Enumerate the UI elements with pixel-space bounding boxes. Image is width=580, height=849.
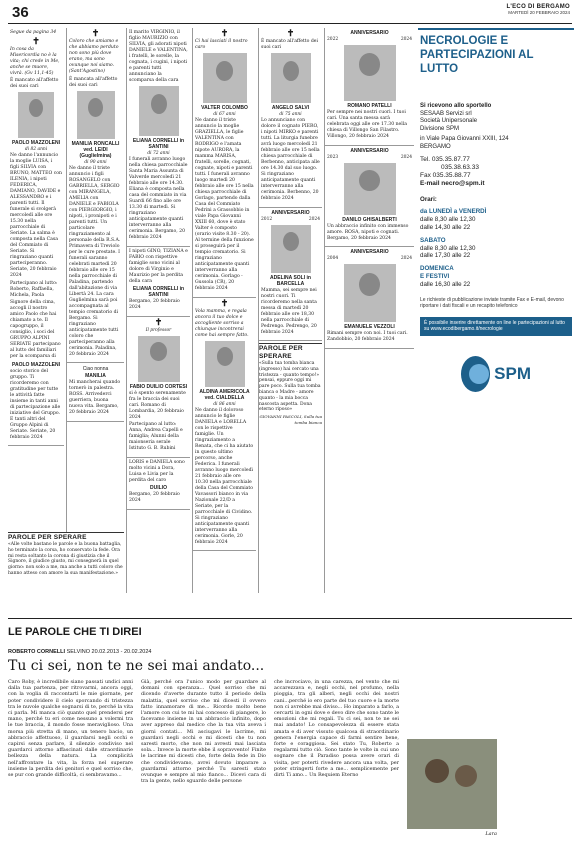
memorial-text-col3: che incrociavo, in una carezza, nel vento che mi accarezzava e, negli occhi, nel profumo, nella pioggia, tra gli alberi, negli occhi dei nostri cani...perché io ero parte del tuo cuore e la morte non ci avrebbe mai diviso... Ho imparato a farlo, a cercarti in ogni dove e devo dire che sono tante le emozioni che mi regali. Tu ci sei, non te ne sei mai andato! Lo consapevolezza di essere stata amata e di aver vissuto qualcosa di straordinario genera l'energia capace di farmi sentire bene, forte e coraggiosa. Sei stato Tu, Roberto a regalarmi tutto ciò. Sono tante le volte in cui uno sognare che il Paradiso possa avere orari di visita, per poterti rivedere ancora una volta, per poter stringerti forte a me... semplicemente per dirti Ti amo... Un Requiem Eterno — [274, 679, 399, 779]
obituary-salvi — [259, 28, 322, 208]
obituary-quote: In cosa da Misericordia no è la vita; chi crede in Me, anche se muore, vivrà. (Gv 11,1-45) — [10, 46, 60, 76]
obituary-cornelli — [127, 28, 190, 247]
cross-icon: ✝ — [220, 29, 229, 39]
office-division: Divisione SPM — [420, 125, 460, 132]
obituary-text: Ne danno il triste annuncio la moglie GRAZIELLA, le figlie VALENTINA con RODRIGO e l'amata nipote AURORA, la mamma MARISA, fratelli, sorelle, cognati, cognate, nipoti e parenti tutti. I funerali avranno luogo martedì 20 febbraio alle ore 15 nella chiesa parrocchiale di Gorlago, partendo dalla Casa del Commiato Pedrini a Grassobbio in viale Papa Giovanni XXIII 60, dove è stato Valter è composto (orario visite 8.30 - 20). Al termine della funzione si proseguirà per il tempio crematorio. Si ringraziano anticipatamente quanti interverranno alla cerimonia. Gorlago - Gussola (CR), 20 febbraio 2024 — [195, 118, 254, 291]
deceased-name-repeat: PAOLO MAZZOLENI — [12, 361, 60, 368]
contacts — [420, 156, 572, 188]
date-to: 2024 — [308, 216, 320, 222]
portrait-photo — [271, 225, 311, 273]
office-city: BERGAMO — [420, 143, 451, 150]
memorial-photo-wrap — [407, 679, 497, 837]
office-street: in Viale Papa Giovanni XXIII, 124 — [420, 136, 509, 143]
sidebar-title: NECROLOGIE E PARTECIPAZIONI AL LUTTO — [418, 28, 574, 76]
email-address: E-mail necro@spm.it — [420, 179, 485, 187]
date-from: 2023 — [327, 154, 339, 160]
obituary-intro: È mancato all'affetto dei suoi cari — [10, 78, 59, 89]
hours-sunday: DOMENICA — [420, 265, 454, 273]
opening-hours — [420, 196, 572, 289]
portrait-photo — [271, 53, 311, 103]
obituary-column-1 — [8, 28, 64, 593]
obituary-sign: Bergamo, 20 febbraio 2024 — [129, 299, 180, 310]
deceased-name: MANILIA RONCALLI ved. LEIDI (Guglielmina) — [71, 140, 120, 159]
alpini-text-2: socio storico del gruppo. Ti ricorderemo con gratitudine per tutte le attività fatte insieme in tanti anni di partecipazione alle iniziative del Gruppo. E tanti altri del Gruppo Alpini di Seriate. Seriate, 20 febbraio 2024 — [10, 368, 61, 440]
deceased-age: di 90 anni — [84, 159, 107, 165]
obituary-text: I nipoti GINO, TIZIANA e FABIO con rispettive famiglie sono vicini al dolore di Virginio e Maurizio per la perdita della cara — [129, 248, 188, 284]
hours-title: Orari: — [420, 195, 437, 203]
cross-icon: ✝ — [220, 298, 229, 309]
anniversary-label: ANNIVERSARIO — [350, 249, 389, 255]
deceased-name: EMANUELE VEZZOLI — [344, 324, 395, 330]
obituary-intro: È mancato all'affetto dei suoi cari — [261, 39, 318, 50]
cross-icon: ✝ — [286, 29, 295, 39]
obituary-manilia-nipote — [67, 363, 124, 422]
obituary-text: Un abbraccio infinito con immenso amore. ROSA, nipoti e cognati. Bergamo, 20 febbraio 2024 — [327, 223, 409, 241]
hours-saturday: SABATO — [420, 236, 446, 244]
office-intro: Si ricevono allo sportello — [420, 103, 492, 109]
date-to: 2024 — [400, 154, 412, 160]
office-address — [418, 100, 574, 401]
deceased-age: di 72 anni — [147, 151, 170, 156]
obituary-intro: Vola mamma, e regala ancora il tuo dolce e accogliente sorriso a chiunque incontrerai come hai sempre fatto. — [195, 308, 249, 338]
deceased-name: ROMANO PATELLI — [347, 103, 392, 109]
parole-title: PAROLE PER SPERARE — [8, 534, 87, 541]
segue-note: Segue da pagina 34 — [10, 30, 57, 35]
page-number: 36 — [12, 4, 29, 21]
obituary-text: Ne danno il triste annuncio i figli ROSANGELO con GABRIELLA, SERGIO con MIRANGELA, AMELIA con DANIELE e FABIOLA con PIERGIORGIO, i nipoti, i pronipoti e i parenti tutti. Un particolare ringraziamento al personale della R.S.A. Primavera di Treviolo per le cure prestate. I funerali saranno celebrati martedì 20 febbraio alle ore 15 nella parrocchiale di Paladina, partendo dall'abitazione di via Libertà 24. La cara Guglielmina sarà poi accompagnata al tempio crematorio di Bergamo. Si ringraziano anticipatamente tutti coloro che parteciperanno alla cerimonia. Paladina, 20 febbraio 2024 — [69, 165, 121, 357]
obituary-text: Mi mancherai quando tornerò in palestra. ROSS. Arrivederci guerriera, buona nuova vita. Bergamo, 20 febbraio 2024 — [69, 380, 121, 415]
spm-logo-icon — [461, 356, 490, 392]
obituary-text: si è spento serenamente fra le braccia dei suoi cari. Romano di Lombardia, 20 febbraio 2024 — [129, 390, 186, 420]
obituary-column-5 — [258, 28, 322, 593]
deceased-name: VALTER COLOMBO — [201, 105, 248, 111]
parole-text: «Sulla tua tomba bianca (ingresso) hai cercato una tristezza - quanto tempo!» pensai, eppure oggi mi pare poco. Sulla tua tomba bianca o Madre - amore quanto - la mia bocca nascosta aspetta. Dona eterno riposo» — [259, 361, 321, 413]
couple-photo — [407, 739, 497, 829]
portrait-photo — [77, 91, 115, 139]
deceased-name: FABIO DUILIO CORTESI — [129, 383, 188, 390]
obituary-quote: Coloro che amiamo e che abbiamo perduto non sono più dove erano, ma sono ovunque noi siamo. (Sant'Agostino) — [69, 39, 119, 74]
anniversary-patelli — [325, 28, 414, 146]
obituary-quote: Ci hai lasciati il nostro caro — [195, 39, 248, 50]
portrait-photo — [139, 86, 179, 136]
portrait-photo — [18, 92, 54, 138]
obituary-intro: Ciao nonna — [82, 366, 109, 372]
date-from: 2012 — [261, 216, 273, 222]
office-company-type: Società Unipersonale — [420, 118, 478, 125]
obituary-sign: Bergamo, 20 febbraio 2024 — [129, 492, 180, 503]
obituary-text: Ne danno l'annuncio la moglie LUISA, i figli SILVIA con BRUNO, MATTEO con ILENIA, i nipoti FEDERICA, DAMIANO, DAVIDE e ALESSANDRO e i parenti tutti. Il funerale si svolgerà mercoledì alle ore 15.30 nella parrocchiale di Seriate. La salma è composta nella Casa del Commiato di Seriate. Si ringraziano quanti parteciperanno. Seriate, 20 febbraio 2024 — [10, 153, 63, 278]
obituary-column-4 — [192, 28, 256, 593]
section-title: LE PAROLE CHE TI DIREI — [8, 618, 572, 639]
deceased-name: ANGELO SALVI — [271, 105, 310, 111]
obituary-text: Rimani sempre con noi. I tuoi cari. Zandobbio, 20 febbraio 2024 — [327, 331, 408, 342]
obituary-text: Ne danno il doloroso annuncio le figlie DANIELA e LORELLA con le rispettive famiglie. Un ringraziamento a Renata, che ci ha aiutato in questo ultimo percorso, anche Federica. I funerali avranno luogo mercoledì 21 febbraio alle ore 10.30 nella parrocchiale della Casa del Commiato Vavassori bianco in via Nazionale 22/D a Seriate, per la parrocchiale di Cividino. Si ringraziano anticipatamente quanti interverranno alla cerimonia. Gorle, 20 febbraio 2024 — [195, 407, 254, 545]
hours-sunday-time: dalle 16,30 alle 22 — [420, 280, 471, 288]
deceased-age: di 86 anni — [213, 401, 236, 407]
obituary-text: Mamma, sei sempre nei nostri cuori. Ti ricorderemo nella santa messa di martedì 20 febbraio alle ore 18,30 nella parrocchiale di Pedrengo. Pedrengo, 20 febbraio 2024 — [261, 287, 317, 335]
deceased-name: ELIANA CORNELLI in SANTINI — [132, 138, 185, 150]
office-company: SESAAB Servizi srl — [420, 110, 472, 117]
deceased-age: di 67 anni — [213, 112, 236, 117]
deceased-name: DUILIO — [150, 485, 167, 491]
obituary-cornelli-nipoti — [127, 247, 190, 317]
partecipano: Partecipano al lutto: Anna, Andrea Capelli e famiglia; Alunni della maionseria serale Istituto G. B. Rubini — [129, 422, 183, 451]
obituary-roncalli — [67, 28, 124, 363]
memorial-feature — [8, 618, 572, 844]
hours-saturday-afternoon: dalle 17,30 alle 22 — [420, 252, 471, 260]
deceased-age: di 75 anni — [279, 112, 302, 117]
memorial-signature: Lara — [485, 831, 497, 837]
obituary-cortesi — [127, 317, 190, 458]
cross-icon: ✝ — [154, 317, 163, 328]
date-to: 2024 — [400, 256, 412, 261]
portrait-photo — [344, 45, 396, 101]
anniversary-label: ANNIVERSARIO — [271, 209, 310, 216]
portrait-photo — [138, 336, 180, 382]
obituary-text: LORIS e DANIELA sono molto vicini a Dora, Luisa e Livia per la perdita del caro — [129, 459, 185, 483]
parole-text: «Alle volte bastano le parole e la buona battaglia, ho terminato la corsa, ho conservato la fede. Ora mi resta soltanto la corona di giustizia che il Signore, il giudice giusto, mi consegnerà in quel giorno: non solo a me, ma anche a tutti coloro che hanno atteso con amore la sua manifestazione.» — [8, 542, 123, 576]
obituary-intro: Il professor — [145, 327, 172, 333]
anniversary-ghisalberti — [325, 146, 414, 248]
anniversary-column — [324, 28, 414, 593]
anniversary-label: ANNIVERSARIO — [350, 147, 389, 154]
spm-logo-text: SPM — [494, 364, 531, 384]
fax-email-note: Le richieste di pubblicazione inviate tramite Fax e E-mail, devono riportare i dati fiscali e un recapito telefonico — [420, 296, 564, 309]
sidebar-info — [418, 28, 574, 593]
obituary-text: Lo annunciano con dolore il cognato PIERO, i nipoti MIRKO e parenti tutti. La liturgia funebre avrà luogo mercoledì 21 febbraio alle ore 15 nella chiesa parrocchiale di Berbenno, anticipata alle ore 14.30 dal suo luogo. Si ringraziano anticipatamente quanti interverranno alla cerimonia. Berbenno, 20 febbraio 2024 — [261, 118, 320, 201]
anniversary-soli — [259, 208, 322, 342]
memorial-headline: Tu ci sei, non te ne sei mai andato... — [8, 658, 265, 674]
obituary-americola — [193, 298, 256, 552]
anniversary-label: ANNIVERSARIO — [350, 30, 389, 36]
anniversary-vezzoli — [325, 247, 414, 349]
memorial-dates: SELVINO 20.02.2013 - 20.02.2024 — [66, 649, 152, 655]
obituary-intro: È mancata all'affetto dei suoi cari — [69, 76, 118, 88]
hours-weekday: da LUNEDÌ a VENERDÌ — [420, 208, 487, 216]
deceased-name: MANILIA — [85, 373, 106, 379]
obituary-text: I funerali avranno luogo nella chiesa parrocchiale Santa Maria Assunta di Valverde mercoledì 21 febbraio alle ore 14.30. Eliana è composta nella casa del commiato in via Suardi 66 fino alle ore 13.30 di martedì. Si ringraziano anticipatamente quanti interverranno alla cerimonia. Bergamo, 20 febbraio 2024 — [129, 157, 188, 240]
phone-number: Tel. 035.35.87.77 — [420, 155, 470, 163]
deceased-name: ADELINA SOLI in BARCELLA — [270, 274, 311, 287]
memorial-text-col1: Caro Roby, è incredibile siano passati undici anni dalla tua partenza, per ritrovarmi, ancora oggi, con la voglia di raccontarti le mie giornate, per poter condividere il cielo sporcando di tristezza tra le nuvole qualche sognarsi di te, perché la vita ci parla. Mi manca ciò quanto quel prendersi per mano, perché tu eri come nessuno a volermi tra le tue braccia, il mondo fosse meraviglioso. Una morsa più stretta di mano, un tenero bacio, un abbraccio affettuoso, il guardarsi negli occhi e capirsi senza parlare, il silenzio condiviso nel guardarci attorno affascinati dalle straordinarie bellezza della natura. La complicità nell'affrontare la vita, la forza nel superare insieme la perdita dei genitori e quel sorriso che, se pur con grande difficoltà, ci sembravamo... — [8, 679, 133, 779]
cross-icon: ✝ — [91, 29, 100, 39]
parole-per-sperare-box-right — [259, 343, 322, 426]
obituary-column-3 — [126, 28, 190, 593]
brand-name: L'ECO DI BERGAMO — [506, 4, 570, 10]
deceased-name: ELIANA CORNELLI in SANTINI — [132, 286, 185, 298]
anniversary-dates — [327, 155, 412, 161]
hours-holidays: E FESTIVI — [420, 272, 450, 280]
obituary-colombo — [193, 28, 256, 298]
masthead — [506, 4, 570, 15]
fax-number: Fax 035.35.88.77 — [420, 171, 471, 179]
hours-weekday-morning: dalle 8,30 alle 12,30 — [420, 216, 476, 224]
date-from: 2004 — [327, 256, 339, 261]
memorial-text-col2: Già, perché ora l'unico modo per guardare al domani con speranza... Quel sorriso che mi dicendo d'averte durante tutto il periodo della malattia, quel sorriso che mi dicesti il ovvero fatto innamorare di me... Ricordo molto bene l'amore con cui te mi hai concesso di piangere, lo facevamo insieme in un abbraccio infinito, dopo aver appreso dal medico che la tua vita aveva i giorni contati... Mi asciugavi le lacrime, mi guardavi negli occhi e mi dicesti che tu non saresti morto, che non mi avresti mai lasciata sola... Invece la morte ebbe il sopravvento! Finite le lacrime mi dicesti che, forte della fede in Dio che condividevamo, avrei dovuto imparare a guardarmi attorno perché Tu saresti stato ovunque e sempre al mio fianco... Dicevi cara di tra la gente, nello sguardo delle persone — [141, 679, 266, 785]
alpini-text: Signore della cima, accogli il nostro amico Paolo che hai chiamato a te. Il capogruppo, il consiglio, i soci del GRUPPO ALPINI SERIATE partecipano al lutto del familiari per la scomparsa di — [10, 300, 61, 359]
portrait-photo — [203, 53, 247, 103]
portrait-photo — [344, 264, 396, 322]
anniversary-dates — [327, 256, 412, 262]
page-header — [8, 4, 572, 24]
anniversary-dates — [261, 217, 320, 223]
date-from: 2022 — [327, 37, 339, 42]
deceased-name: ALDINA AMERICOLA ved. CIALDELLA — [199, 388, 250, 401]
deceased-age: di 82 anni — [24, 147, 48, 152]
parole-author: GIOVANNI PASCOLI, Sulla tua tomba bianca — [259, 414, 322, 426]
parole-per-sperare-box-left — [8, 532, 124, 594]
issue-date: MARTEDÌ 20 FEBBRAIO 2024 — [508, 10, 570, 15]
memorial-name: ROBERTO CORNELLI — [8, 649, 66, 655]
obituary-column-2 — [66, 28, 124, 593]
portrait-photo — [344, 163, 396, 215]
spm-logo — [461, 350, 531, 398]
cross-icon: ✝ — [32, 36, 40, 47]
hours-saturday-morning: dalle 8,30 alle 12,30 — [420, 244, 476, 252]
anniversary-dates — [327, 37, 412, 43]
obituary-mazzoleni — [8, 28, 64, 446]
phone-number-2: 035.38.63.33 — [441, 163, 479, 171]
date-to: 2024 — [400, 37, 412, 42]
memorial-body — [8, 679, 572, 837]
deceased-name: DANILO GHISALBERTI — [342, 216, 397, 223]
portrait-photo — [205, 341, 245, 387]
obituary-text: Per sempre nei nostri cuori. I tuoi cari. Una santa messa sarà celebrata oggi alle ore 17.30 nella chiesa di Villongo San Filastro. Villongo, 20 febbraio 2024 — [327, 110, 407, 139]
memorial-meta — [8, 649, 572, 655]
online-banner[interactable]: È possibile inserire direttamente on line le partecipazioni al lutto su www.ecodibergamo.it/necrologie — [420, 317, 572, 336]
parole-title: PAROLE PER SPERARE — [259, 345, 303, 360]
obituary-intro: Il marito VIRGINIO, il figlio MAURIZIO con SILVIA, gli adorati nipoti DANIELE e VALENTINA, i fratelli, le sorelle, la cognata, i cugini, i nipoti e parenti tutti annunciano la scomparsa della cara — [129, 30, 188, 83]
deceased-name: PAOLO MAZZOLENI — [12, 140, 60, 146]
partecipano: Partecipano al lutto: Roberto, Raffaella, Michela, Paola — [10, 280, 58, 298]
obituary-duilio — [127, 458, 190, 510]
hours-weekday-afternoon: dalle 14,30 alle 22 — [420, 223, 471, 231]
